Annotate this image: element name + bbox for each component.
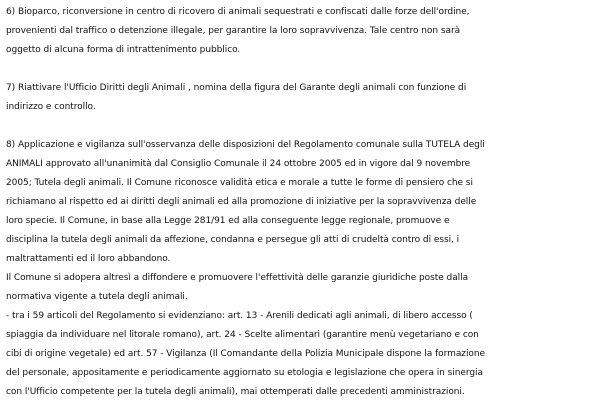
text-line: - tra i 59 articoli del Regolamento si evidenziano: art. 13 - Arenili dedicati agli animali, di libero accesso ( [6, 311, 473, 321]
paragraph-8 [6, 136, 601, 402]
text-line: provenienti dal traffico o detenzione illegale, per garantire la loro sopravvivenza. Tale centro non sarà [6, 26, 461, 36]
text-line: ANIMALI approvato all'unanimità dal Consiglio Comunale il 24 ottobre 2005 ed in vigore dal 9 novembre [6, 159, 471, 169]
text-line: Il Comune si adopera altresì a diffondere e promuovere l'effettività delle garanzie giuridiche poste dalla [6, 273, 469, 283]
text-line: del personale, appositamente e periodicamente aggiornato su etologia e legislazione che opera in sinergia [6, 368, 483, 378]
text-line: spiaggia da individuare nel litorale romano), art. 24 - Scelte alimentari (garantire menù vegetariano e con [6, 330, 479, 340]
text-line: oggetto di alcuna forma di intrattenimento pubblico. [6, 45, 241, 55]
text-line: 8) Applicazione e vigilanza sull'osservanza delle disposizioni del Regolamento comunale sulla TUTELA degli [6, 140, 485, 150]
text-line: con l'Ufficio competente per la tutela degli animali), mai ottemperati dalle precedenti amministrazioni. [6, 387, 465, 397]
text-line: normativa vigente a tutela degli animali. [6, 292, 188, 302]
paragraph-spacer [6, 117, 601, 136]
paragraph-7 [6, 79, 601, 117]
text-line: maltrattamenti ed il loro abbandono. [6, 254, 171, 264]
text-line: 6) Bioparco, riconversione in centro di ricovero di animali sequestrati e confiscati dalle forze dell'ordine, [6, 7, 470, 17]
paragraph-6 [6, 3, 601, 60]
text-line: loro specie. Il Comune, in base alla Legge 281/91 ed alla conseguente legge regionale, promuove e [6, 216, 450, 226]
text-line: 2005; Tutela degli animali. Il Comune riconosce validità etica e morale a tutte le forme di pensiero che si [6, 178, 473, 188]
text-line: richiamano al rispetto ed ai diritti degli animali ed alla promozione di iniziative per la sopravvivenza delle [6, 197, 477, 207]
text-line: 7) Riattivare l'Ufficio Diritti degli Animali , nomina della figura del Garante degli animali con funzione di [6, 83, 467, 93]
text-line: disciplina la tutela degli animali da affezione, condanna e persegue gli atti di crudeltà contro di essi, i [6, 235, 460, 245]
text-line: cibi di origine vegetale) ed art. 57 - Vigilanza (Il Comandante della Polizia Municipale dispone la formazione [6, 349, 486, 359]
text-line: indirizzo e controllo. [6, 102, 96, 112]
paragraph-spacer [6, 60, 601, 79]
